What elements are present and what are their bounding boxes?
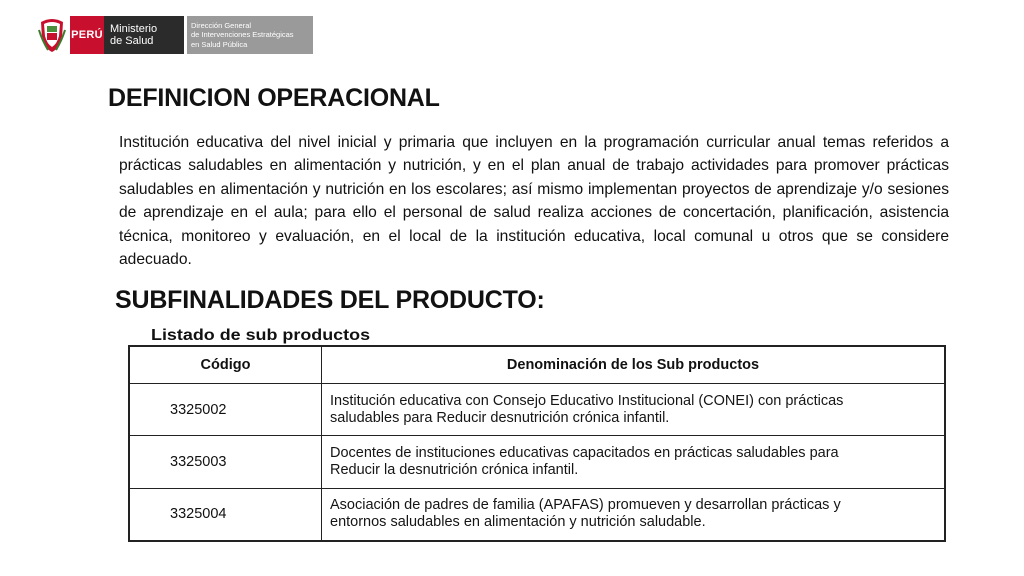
row-description	[322, 384, 946, 436]
directorate-name	[187, 16, 313, 54]
directorate-line-1: Dirección General	[191, 20, 252, 30]
row-description	[322, 488, 946, 541]
row-description-line: entornos saludables en alimentación y nutrición saludable.	[330, 514, 706, 531]
subproducts-table	[128, 345, 946, 542]
column-header-code: Código	[129, 346, 322, 384]
table-row	[129, 436, 945, 488]
country-badge: PERÚ	[70, 16, 104, 54]
row-description-line: Docentes de instituciones educativas capacitados en prácticas saludables para	[330, 444, 839, 461]
column-header-name: Denominación de los Sub productos	[322, 346, 946, 384]
coat-of-arms-icon	[38, 16, 66, 54]
row-code: 3325003	[129, 436, 322, 488]
row-description	[322, 436, 946, 488]
ministry-line-1: Ministerio	[110, 23, 158, 35]
row-code: 3325002	[129, 384, 322, 436]
table-title: Listado de sub productos	[151, 327, 371, 344]
row-description-line: Asociación de padres de familia (APAFAS) promueven y desarrollan prácticas y	[330, 497, 841, 514]
definition-paragraph: Institución educativa del nivel inicial y primaria que incluyen en la programación curricular anual temas referidos a prácticas saludables en alimentación y nutrición, y en el plan anual de trabajo actividades para promover prácticas saludables en alimentación y nutrición en los escolares; así mismo implementan proyectos de aprendizaje y/o sesiones de aprendizaje en el aula; para ello el personal de salud realiza acciones de concertación, planificación, asistencia técnica, monitoreo y evaluación, en el local de la institución educativa, local comunal u otros que se considere adecuado.	[119, 134, 949, 269]
row-description-line: saludables para Reducir desnutrición crónica infantil.	[330, 409, 670, 426]
row-description-line: Reducir la desnutrición crónica infantil.	[330, 461, 579, 478]
table-row	[129, 488, 945, 541]
section-title-subfinalities: SUBFINALIDADES DEL PRODUCTO:	[115, 286, 545, 314]
ministry-name	[104, 16, 184, 54]
table-row	[129, 384, 945, 436]
ministry-logo	[38, 16, 313, 54]
row-description-line: Institución educativa con Consejo Educativo Institucional (CONEI) con prácticas	[330, 392, 844, 409]
directorate-line-3: en Salud Pública	[191, 39, 248, 49]
table-header-row	[129, 346, 945, 384]
directorate-line-2: de Intervenciones Estratégicas	[191, 30, 294, 40]
row-code: 3325004	[129, 488, 322, 541]
ministry-line-2: de Salud	[110, 35, 154, 47]
section-title-definition: DEFINICION OPERACIONAL	[108, 84, 440, 112]
